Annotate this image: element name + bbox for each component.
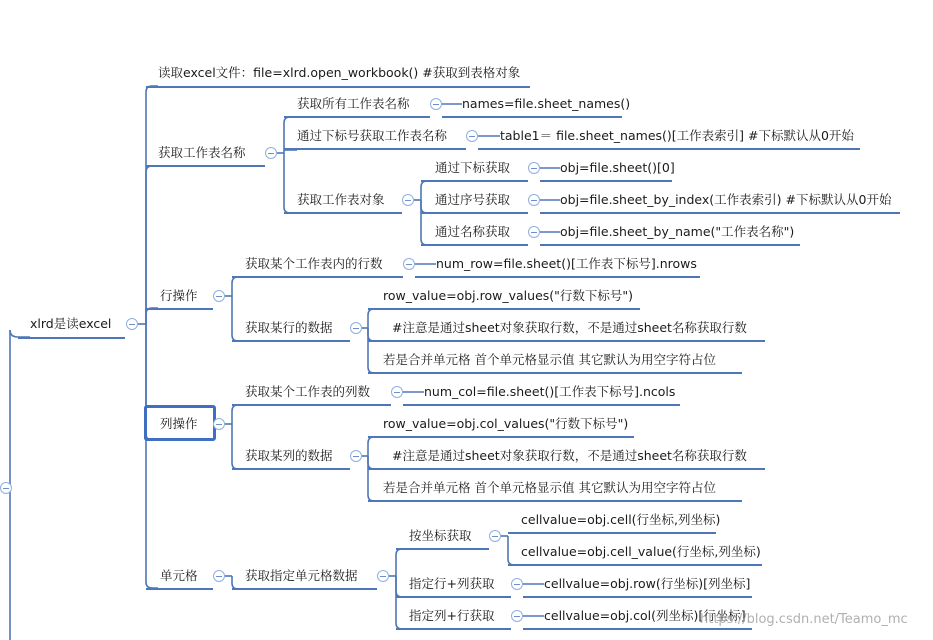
collapse-icon[interactable] <box>511 578 523 590</box>
collapse-icon[interactable] <box>511 610 523 622</box>
node-col-count[interactable]: 获取某个工作表的列数 <box>245 384 371 399</box>
connector-line <box>368 328 383 341</box>
collapse-icon[interactable] <box>528 194 540 206</box>
collapse-icon[interactable] <box>0 482 12 494</box>
node-col-row-get-value[interactable]: cellvalue=obj.col(列坐标)[行坐标] <box>544 608 746 623</box>
node-obj-by-subscript-value[interactable]: obj=file.sheet()[0] <box>560 160 675 175</box>
node-col-count-value[interactable]: num_col=file.sheet()[工作表下标号].ncols <box>424 384 676 399</box>
node-col-data-value-1[interactable]: row_value=obj.col_values("行数下标号") <box>383 416 629 431</box>
collapse-icon[interactable] <box>377 570 389 582</box>
node-by-coordinate-value-2[interactable]: cellvalue=obj.cell_value(行坐标,列坐标) <box>521 544 761 559</box>
collapse-icon[interactable] <box>213 570 225 582</box>
connector-line <box>284 117 297 153</box>
node-sheet-object[interactable]: 获取工作表对象 <box>297 192 385 207</box>
collapse-icon[interactable] <box>528 162 540 174</box>
connector-line <box>232 296 245 341</box>
node-col-ops[interactable]: 列操作 <box>160 416 198 431</box>
node-by-coordinate[interactable]: 按坐标获取 <box>409 528 472 543</box>
node-col-row-get[interactable]: 指定列+行获取 <box>409 608 495 623</box>
node-obj-by-subscript[interactable]: 通过下标获取 <box>435 160 511 175</box>
node-read-file[interactable]: 读取excel文件：file=xlrd.open_workbook() #获取到表格对象 <box>158 65 521 80</box>
connector-line <box>368 328 383 373</box>
connector-line <box>421 200 435 213</box>
connector-line <box>146 308 158 324</box>
watermark: https://blog.csdn.net/Teamo_mc <box>700 612 908 627</box>
collapse-icon[interactable] <box>489 530 501 542</box>
connector-line <box>284 153 297 213</box>
node-row-col-get-value[interactable]: cellvalue=obj.row(行坐标)[列坐标] <box>544 576 751 591</box>
connector-line <box>368 437 383 456</box>
root-node[interactable]: xlrd是读excel <box>30 316 112 331</box>
connector-line <box>10 330 30 337</box>
connector-line <box>146 324 158 588</box>
connector-line <box>421 181 435 200</box>
connector-line <box>421 200 435 245</box>
connector-line <box>232 576 245 589</box>
node-col-data-value-2[interactable]: #注意是通过sheet对象获取行数，不是通过sheet名称获取行数 <box>392 448 747 463</box>
connector-line <box>146 86 158 324</box>
node-all-sheet-names[interactable]: 获取所有工作表名称 <box>297 96 410 111</box>
collapse-icon[interactable] <box>350 322 362 334</box>
node-obj-by-index-value[interactable]: obj=file.sheet_by_index(工作表索引) #下标默认从0开始 <box>560 192 892 207</box>
node-row-data-value-3[interactable]: 若是合并单元格 首个单元格显示值 其它默认为用空字符占位 <box>383 352 716 367</box>
collapse-icon[interactable] <box>402 194 414 206</box>
collapse-icon[interactable] <box>430 98 442 110</box>
node-col-data-value-3[interactable]: 若是合并单元格 首个单元格显示值 其它默认为用空字符占位 <box>383 480 716 495</box>
collapse-icon[interactable] <box>466 130 478 142</box>
collapse-icon[interactable] <box>403 258 415 270</box>
node-by-coordinate-value-1[interactable]: cellvalue=obj.cell(行坐标,列坐标) <box>521 512 721 527</box>
node-sheet-name-by-index-value[interactable]: table1＝ file.sheet_names()[工作表索引] #下标默认从0开始 <box>500 128 854 143</box>
connector-line <box>232 405 245 424</box>
collapse-icon[interactable] <box>213 418 225 430</box>
connector-line <box>396 549 409 576</box>
collapse-icon[interactable] <box>391 386 403 398</box>
collapse-icon[interactable] <box>350 450 362 462</box>
node-row-col-get[interactable]: 指定行+列获取 <box>409 576 495 591</box>
collapse-icon[interactable] <box>528 226 540 238</box>
collapse-icon[interactable] <box>265 147 277 159</box>
node-row-data-value-2[interactable]: #注意是通过sheet对象获取行数，不是通过sheet名称获取行数 <box>392 320 747 335</box>
node-get-cell-data[interactable]: 获取指定单元格数据 <box>245 568 358 583</box>
node-obj-by-index[interactable]: 通过序号获取 <box>435 192 511 207</box>
node-obj-by-name[interactable]: 通过名称获取 <box>435 224 511 239</box>
node-row-data-value-1[interactable]: row_value=obj.row_values("行数下标号") <box>383 288 634 303</box>
node-col-data[interactable]: 获取某列的数据 <box>245 448 333 463</box>
node-all-sheet-names-value[interactable]: names=file.sheet_names() <box>462 96 631 111</box>
node-get-sheet-name[interactable]: 获取工作表名称 <box>158 145 246 160</box>
node-obj-by-name-value[interactable]: obj=file.sheet_by_name("工作表名称") <box>560 224 795 239</box>
connector-line <box>232 277 245 296</box>
node-row-count[interactable]: 获取某个工作表内的行数 <box>245 256 383 271</box>
collapse-icon[interactable] <box>213 290 225 302</box>
node-row-data[interactable]: 获取某行的数据 <box>245 320 333 335</box>
node-row-ops[interactable]: 行操作 <box>160 288 198 303</box>
connector-line <box>146 166 158 324</box>
node-sheet-name-by-index[interactable]: 通过下标号获取工作表名称 <box>297 128 448 143</box>
collapse-icon[interactable] <box>126 318 138 330</box>
connector-line <box>368 456 383 469</box>
connector-line <box>396 576 409 597</box>
connector-line <box>232 424 245 469</box>
connector-line <box>368 309 383 328</box>
connector-line <box>368 456 383 501</box>
connector-line <box>396 576 409 629</box>
node-row-count-value[interactable]: num_row=file.sheet()[工作表下标号].nrows <box>436 256 697 271</box>
connector-line <box>508 536 521 565</box>
node-cell[interactable]: 单元格 <box>160 568 198 583</box>
